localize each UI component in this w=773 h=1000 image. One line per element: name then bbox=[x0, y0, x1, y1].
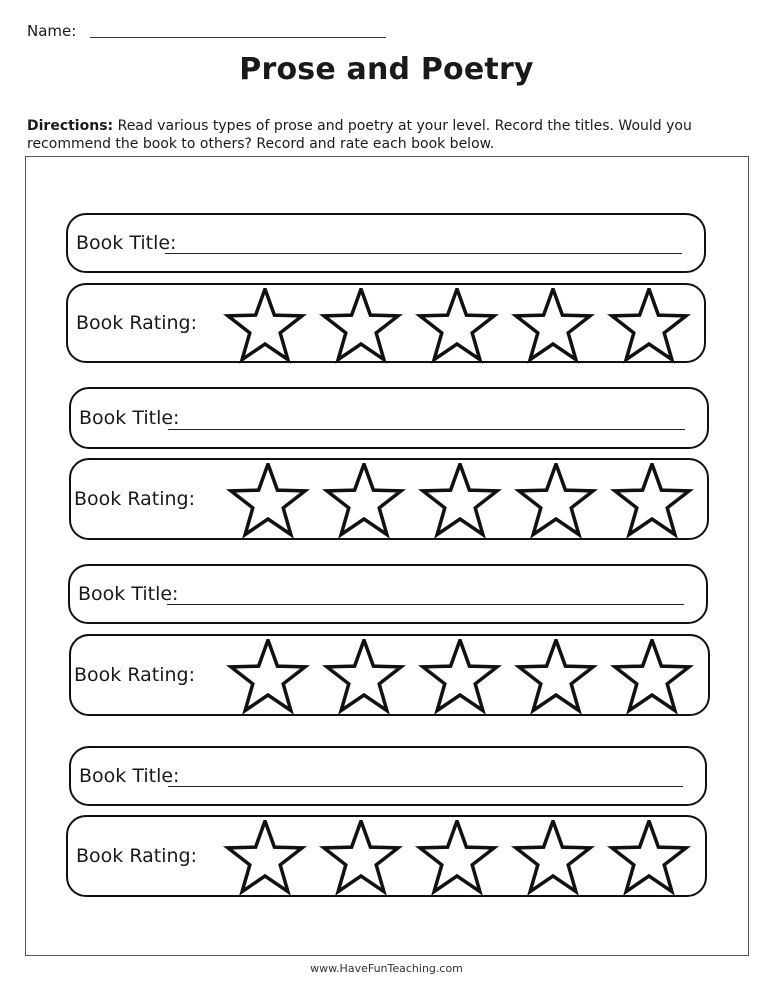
book-rating-label: Book Rating: bbox=[76, 845, 197, 867]
star-outline bbox=[423, 464, 497, 535]
star-outline bbox=[516, 821, 590, 892]
book-title-line[interactable] bbox=[167, 604, 684, 605]
name-line[interactable] bbox=[90, 37, 386, 38]
star-outline bbox=[423, 640, 497, 711]
star-outline bbox=[420, 821, 494, 892]
star-icon[interactable] bbox=[607, 820, 691, 896]
star-outline bbox=[612, 289, 686, 360]
star-outline bbox=[228, 821, 302, 892]
star-icon[interactable] bbox=[319, 288, 403, 364]
book-title-line[interactable] bbox=[168, 429, 685, 430]
star-icon[interactable] bbox=[514, 639, 598, 715]
star-icon[interactable] bbox=[226, 463, 310, 539]
book-rating-label: Book Rating: bbox=[76, 312, 197, 334]
star-icon[interactable] bbox=[226, 639, 310, 715]
book-rating-box bbox=[66, 283, 706, 363]
star-icon[interactable] bbox=[514, 463, 598, 539]
star-icon[interactable] bbox=[418, 463, 502, 539]
star-outline bbox=[519, 464, 593, 535]
star-outline bbox=[231, 640, 305, 711]
book-rating-label: Book Rating: bbox=[74, 488, 195, 510]
directions-text: Read various types of prose and poetry at your level. Record the titles. Would you recommend the book to others? Record and rate each book below. bbox=[27, 118, 692, 152]
book-title-line[interactable] bbox=[168, 786, 683, 787]
star-outline bbox=[516, 289, 590, 360]
book-rating-box bbox=[69, 634, 710, 716]
book-title-label: Book Title: bbox=[79, 407, 180, 429]
book-rating-box bbox=[66, 815, 707, 897]
star-icon[interactable] bbox=[415, 820, 499, 896]
book-title-box[interactable] bbox=[68, 564, 708, 624]
star-icon[interactable] bbox=[322, 463, 406, 539]
star-outline bbox=[612, 821, 686, 892]
book-title-label: Book Title: bbox=[76, 232, 177, 254]
footer-url: www.HaveFunTeaching.com bbox=[310, 962, 463, 975]
star-icon[interactable] bbox=[415, 288, 499, 364]
star-icon[interactable] bbox=[223, 288, 307, 364]
book-title-box[interactable] bbox=[69, 746, 707, 806]
book-title-box[interactable] bbox=[66, 213, 706, 273]
book-title-label: Book Title: bbox=[79, 765, 180, 787]
star-icon[interactable] bbox=[610, 639, 694, 715]
star-outline bbox=[327, 640, 401, 711]
book-title-line[interactable] bbox=[165, 253, 682, 254]
book-title-label: Book Title: bbox=[78, 583, 179, 605]
star-outline bbox=[327, 464, 401, 535]
directions bbox=[27, 117, 752, 153]
directions-label: Directions: bbox=[27, 118, 114, 134]
page-title: Prose and Poetry bbox=[239, 52, 534, 87]
star-outline bbox=[228, 289, 302, 360]
star-icon[interactable] bbox=[511, 288, 595, 364]
star-icon[interactable] bbox=[610, 463, 694, 539]
book-rating-label: Book Rating: bbox=[74, 664, 195, 686]
star-outline bbox=[420, 289, 494, 360]
star-outline bbox=[324, 821, 398, 892]
star-icon[interactable] bbox=[418, 639, 502, 715]
star-outline bbox=[615, 640, 689, 711]
name-label: Name: bbox=[27, 22, 77, 40]
star-icon[interactable] bbox=[607, 288, 691, 364]
book-rating-box bbox=[69, 458, 709, 540]
star-icon[interactable] bbox=[223, 820, 307, 896]
star-outline bbox=[615, 464, 689, 535]
star-outline bbox=[324, 289, 398, 360]
star-icon[interactable] bbox=[322, 639, 406, 715]
star-icon[interactable] bbox=[319, 820, 403, 896]
star-outline bbox=[519, 640, 593, 711]
book-title-box[interactable] bbox=[69, 387, 709, 449]
star-icon[interactable] bbox=[511, 820, 595, 896]
star-outline bbox=[231, 464, 305, 535]
